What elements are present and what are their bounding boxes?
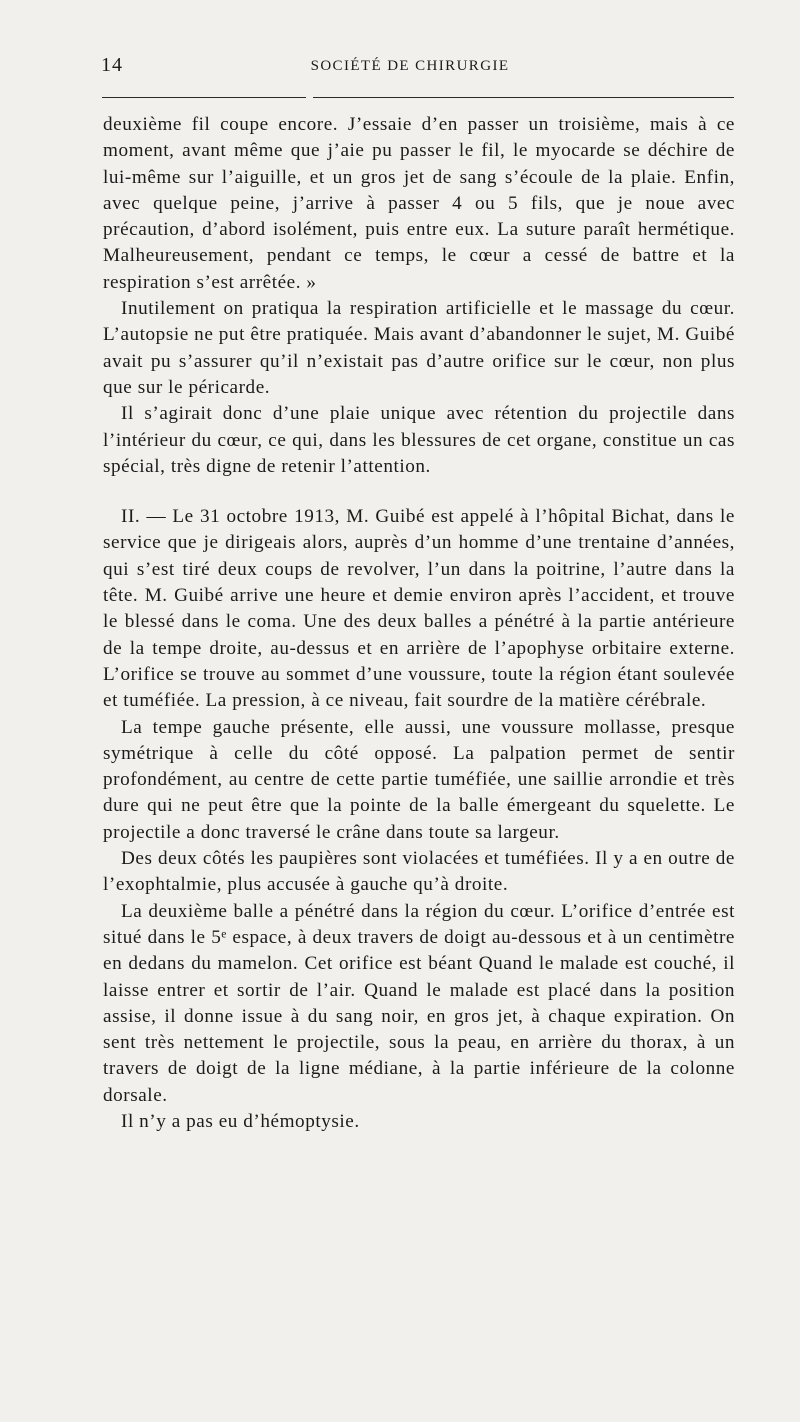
paragraph: Il n’y a pas eu d’hémoptysie.: [121, 1110, 360, 1132]
paragraph: Il s’agirait donc d’une plaie unique avec rétention du projectile dans l’intérieur du cœur, ce qui, dans les blessures de cet organe, constitue un cas spécial, très digne de retenir l’attention.: [103, 403, 735, 477]
running-head: SOCIÉTÉ DE CHIRURGIE: [310, 58, 510, 74]
paragraph-case-two: II. — Le 31 octobre 1913, M. Guibé est appelé à l’hôpital Bichat, dans le service que je dirigeais alors, auprès d’un homme d’une trentaine d’années, qui s’est tiré deux coups de revolver, l’un dans la poitrine, l’autre dans la tête. M. Guibé arrive une heure et demie environ après l’accident, et trouve le blessé dans le coma. Une des deux balles a pénétré à la partie antérieure de la tempe droite, au-dessus et en arrière de l’apophyse orbitaire externe. L’orifice se trouve au sommet d’une voussure, toute la région étant soulevée et tuméfiée. La pression, à ce niveau, fait sourdre de la matière cérébrale.: [103, 506, 735, 712]
paragraph: Inutilement on pratiqua la respiration artificielle et le massage du cœur. L’autopsie ne put être pratiquée. Mais avant d’abandonner le sujet, M. Guibé avait pu s’assurer qu’il n’existait pas d’autre orifice sur le cœur, non plus que sur le péricarde.: [103, 298, 735, 398]
paragraph: La deuxième balle a pénétré dans la région du cœur. L’orifice d’entrée est situé dans le 5ᵉ espace, à deux travers de doigt au-dessous et à un centimètre en dedans du mamelon. Cet orifice est béant Quand le malade est couché, il laisse entrer et sortir de l’air. Quand le malade est placé dans la position assise, il donne issue à du sang noir, en gros jet, à chaque expiration. On sent très nettement le projectile, sous la peau, en arrière du thorax, à un travers de doigt de la ligne médiane, à la partie inférieure de la colonne dorsale.: [103, 900, 735, 1106]
header-rule-right: [313, 97, 734, 98]
body-text: [103, 112, 735, 1135]
paragraph: La tempe gauche présente, elle aussi, une voussure mollasse, presque symétrique à celle du côté opposé. La palpation permet de sentir profondément, au centre de cette partie tuméfiée, une saillie arrondie et très dure qui ne peut être que la pointe de la balle émergeant du squelette. Le projectile a donc traversé le crâne dans toute sa largeur.: [103, 716, 735, 843]
page-number: 14: [101, 54, 123, 76]
paragraph-continuation: deuxième fil coupe encore. J’essaie d’en passer un troisième, mais à ce moment, avant même que j’aie pu passer le fil, le myocarde se déchire de lui-même sur l’aiguille, et un gros jet de sang s’écoule de la plaie. Enfin, avec quelque peine, j’arrive à passer 4 ou 5 fils, que je noue avec précaution, d’abord isolément, puis entre eux. La suture paraît hermétique. Malheureusement, pendant ce temps, le cœur a cessé de battre et la respiration s’est arrêtée. »: [103, 114, 735, 293]
paragraph: Des deux côtés les paupières sont violacées et tuméfiées. Il y a en outre de l’exophtalmie, plus accusée à gauche qu’à droite.: [103, 848, 735, 896]
header-rule-left: [102, 97, 306, 98]
